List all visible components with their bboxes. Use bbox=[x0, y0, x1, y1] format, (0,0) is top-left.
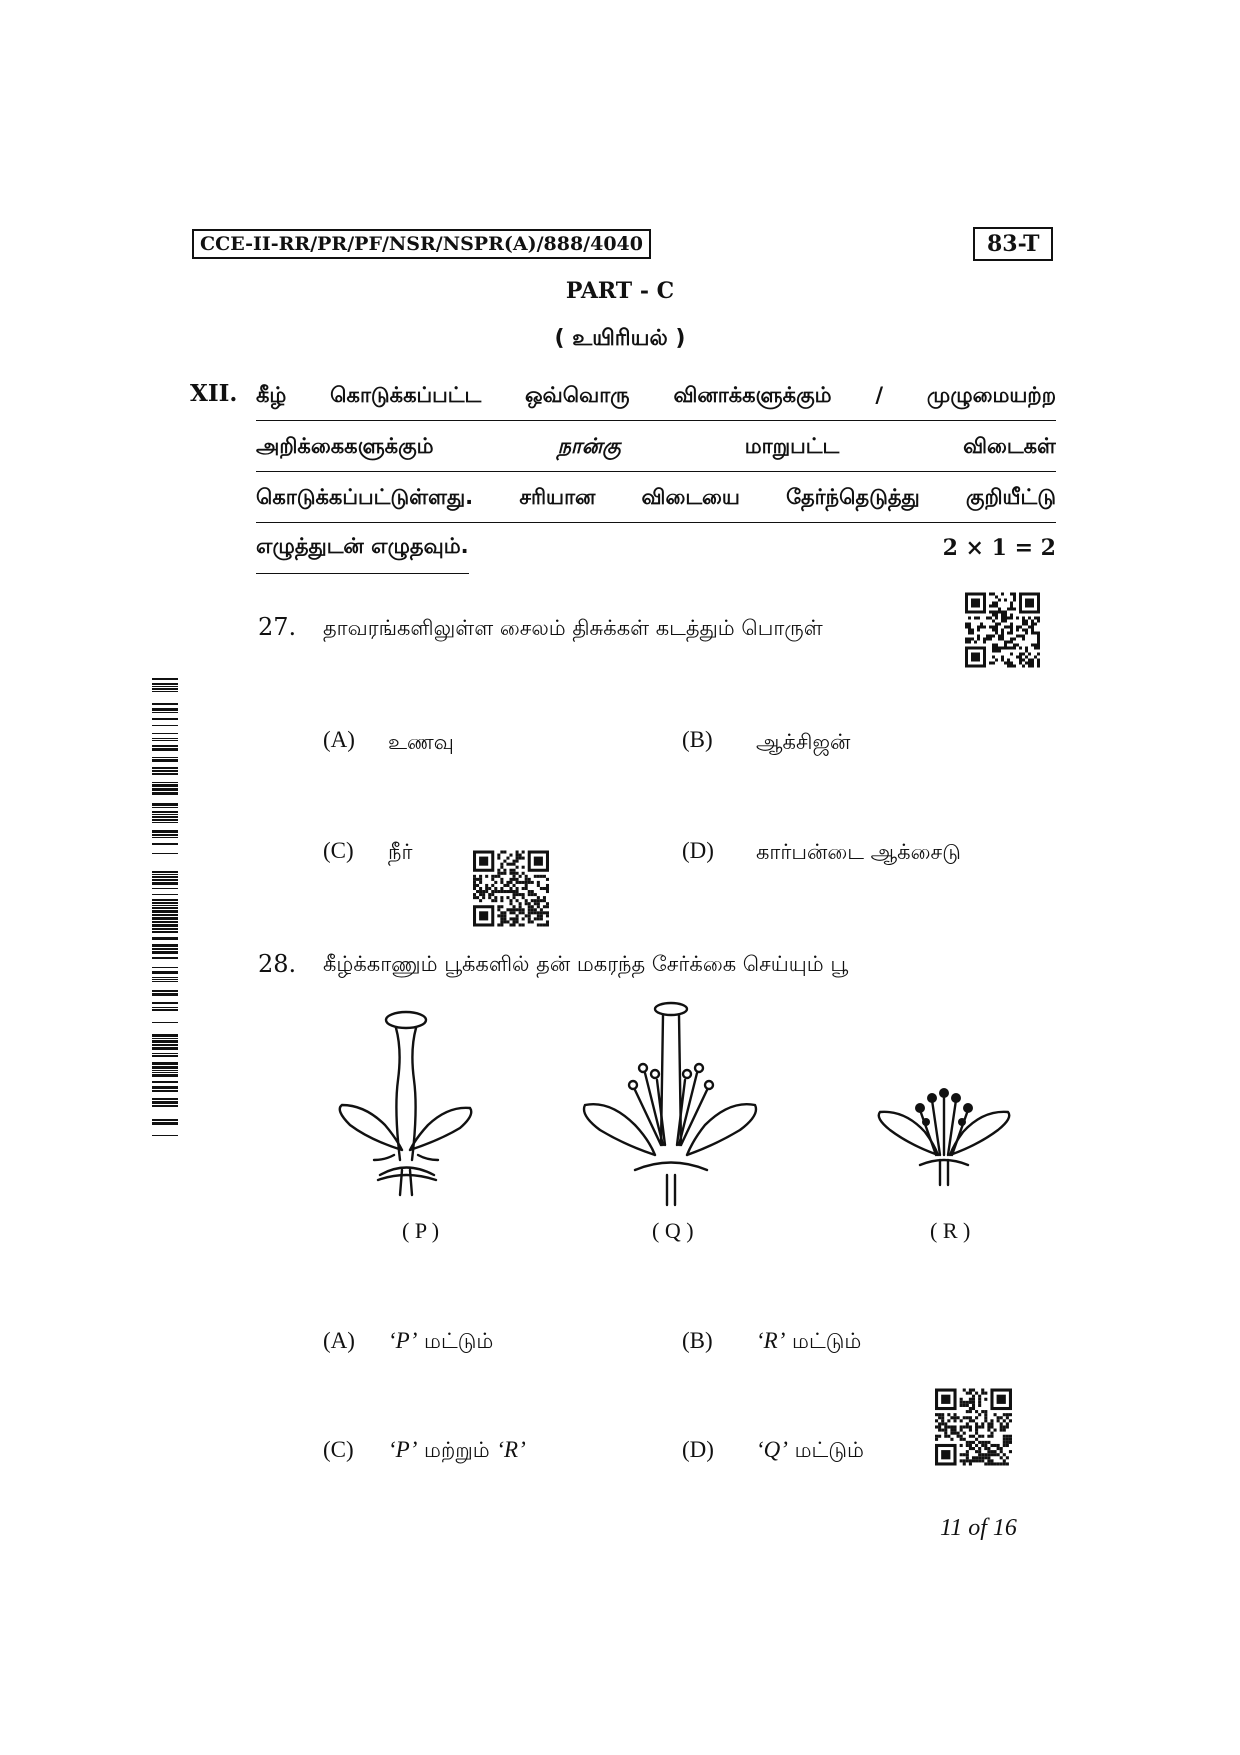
option-tamil: மட்டும் bbox=[417, 1329, 494, 1353]
question-number: 27. bbox=[258, 613, 297, 641]
flower-p-figure bbox=[330, 1010, 480, 1210]
instruction-word: விடைகள் bbox=[963, 434, 1056, 458]
option-letter: (B) bbox=[682, 1328, 713, 1353]
option-tamil: மற்றும் bbox=[417, 1438, 497, 1462]
barcode-icon bbox=[152, 678, 178, 1140]
option-italic: ‘P’ bbox=[388, 1437, 418, 1462]
question-text: கீழ்க்காணும் பூக்களில் தன் மகரந்த சேர்க்கை செய்யும் பூ bbox=[323, 952, 849, 976]
instruction-word: அறிக்கைகளுக்கும் bbox=[256, 434, 434, 458]
option-letter: (A) bbox=[323, 1328, 355, 1353]
option-italic: ‘Q’ bbox=[756, 1437, 788, 1462]
option-letter: (D) bbox=[682, 1437, 714, 1462]
option-text: கார்பன்டை ஆக்சைடு bbox=[756, 840, 961, 864]
option-letter: (C) bbox=[323, 838, 354, 863]
instruction-line-1: கீழ் கொடுக்கப்பட்ட ஒவ்வொரு வினாக்களுக்கும் / முழுமையற்ற bbox=[256, 370, 1056, 421]
qr-code-icon bbox=[965, 592, 1040, 668]
section-instruction bbox=[256, 370, 1056, 574]
section-number: XII. bbox=[190, 380, 238, 407]
option-italic: ‘R’ bbox=[496, 1437, 526, 1462]
question-number: 28. bbox=[258, 950, 297, 978]
option-text: உணவு bbox=[388, 730, 454, 754]
part-title: PART - C bbox=[565, 278, 675, 304]
option-text bbox=[756, 1328, 861, 1356]
option-text bbox=[756, 1437, 864, 1465]
option-italic: ‘R’ bbox=[756, 1328, 786, 1353]
paper-number: 83-T bbox=[973, 227, 1053, 261]
figure-label-p: ( P ) bbox=[402, 1218, 440, 1243]
question-text: தாவரங்களிலுள்ள சைலம் திசுக்கள் கடத்தும் பொருள் bbox=[323, 616, 823, 640]
option-letter: (D) bbox=[682, 838, 714, 863]
option-tamil: மட்டும் bbox=[785, 1329, 862, 1353]
option-tamil: மட்டும் bbox=[787, 1438, 864, 1462]
paper-code: CCE-II-RR/PR/PF/NSR/NSPR(A)/888/4040 bbox=[192, 229, 651, 259]
option-text: ஆக்சிஜன் bbox=[756, 730, 851, 754]
page-number: 11 of 16 bbox=[940, 1515, 1017, 1541]
subject-title: ( உயிரியல் ) bbox=[554, 326, 686, 351]
option-italic: ‘P’ bbox=[388, 1328, 418, 1353]
option-letter: (B) bbox=[682, 727, 713, 752]
instruction-line-4 bbox=[256, 523, 1056, 574]
figure-label-q: ( Q ) bbox=[652, 1218, 694, 1243]
section-marks: 2 × 1 = 2 bbox=[942, 535, 1056, 561]
flower-q-figure bbox=[575, 995, 765, 1215]
instruction-word: நான்கு bbox=[557, 434, 621, 458]
instruction-line-2 bbox=[256, 421, 1056, 472]
instruction-line-3: கொடுக்கப்பட்டுள்ளது. சரியான விடையை தேர்ந்தெடுத்து குறியீட்டு bbox=[256, 472, 1056, 523]
figure-label-r: ( R ) bbox=[930, 1218, 971, 1243]
instruction-line-4-text: எழுத்துடன் எழுதவும். bbox=[256, 523, 469, 574]
instruction-word: மாறுபட்ட bbox=[744, 434, 840, 458]
option-text bbox=[388, 1437, 526, 1465]
flower-r-figure bbox=[870, 1060, 1020, 1190]
option-text: நீர் bbox=[388, 840, 413, 864]
option-letter: (A) bbox=[323, 727, 355, 752]
option-letter: (C) bbox=[323, 1437, 354, 1462]
qr-code-icon bbox=[935, 1388, 1012, 1466]
option-text bbox=[388, 1328, 493, 1356]
qr-code-icon bbox=[473, 849, 549, 928]
